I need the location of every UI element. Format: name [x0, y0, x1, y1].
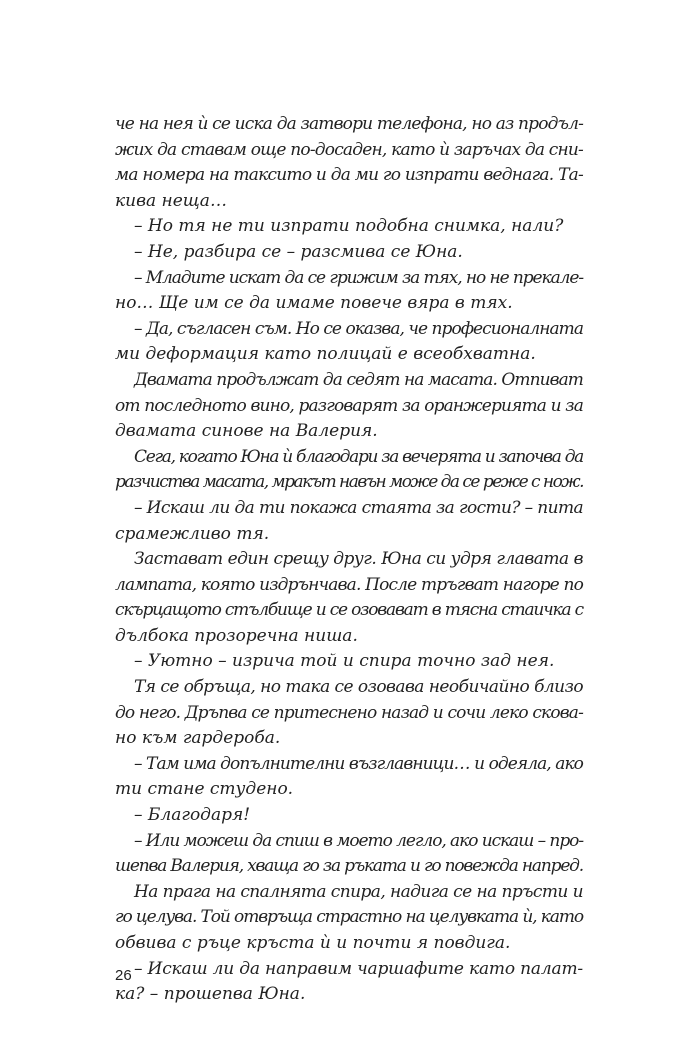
text-line: – Младите искат да се грижим за тях, но не прекале- [134, 267, 584, 288]
text-line: Тя се обръща, но така се озовава необичайно близо [134, 677, 584, 698]
text-line: го целува. Той отвръща страстно на целувката ѝ, като [115, 907, 583, 928]
text-line: но към гардероба. [115, 728, 281, 749]
text-line: дълбока прозоречна ниша. [115, 625, 358, 646]
text-line: На прага на спалнята спира, надига се на пръсти и [134, 881, 584, 902]
text-line: ми деформация като полицай е всеобхватна. [115, 344, 536, 365]
text-line: двамата синове на Валерия. [115, 421, 378, 442]
text-line: – Искаш ли да направим чаршафите като палат- [134, 958, 583, 979]
text-line: Сега, когато Юна ѝ благодари за вечерята и започва да [134, 446, 583, 467]
page-number: 26 [115, 967, 132, 984]
text-line: – Но тя не ти изпрати подобна снимка, нали? [134, 216, 564, 237]
text-line: кива неща… [115, 190, 227, 211]
text-line: – Благодаря! [134, 805, 251, 826]
text-line: обвива с ръце кръста ѝ и почти я повдига. [115, 933, 511, 953]
text-line: – Уютно – изрича той и спира точно зад нея. [134, 651, 555, 672]
text-line: Двамата продължат да седят на масата. Отпиват [134, 369, 583, 390]
text-line: но… Ще им се да имаме повече вяра в тях. [115, 293, 513, 314]
text-line: ти стане студено. [115, 779, 294, 800]
text-line: – Искаш ли да ти покажа стаята за гости? – пита [134, 497, 583, 518]
text-line: – Или можеш да спиш в моето легло, ако искаш – про- [134, 830, 584, 851]
text-line: – Там има допълнителни възглавници… и одеяла, ако [134, 753, 583, 774]
body-text [115, 112, 583, 1008]
text-line: – Да, съгласен съм. Но се оказва, че професионалната [134, 318, 583, 339]
text-line: ка? – прошепва Юна. [115, 984, 306, 1005]
text-line: срамежливо тя. [115, 523, 270, 544]
text-line: до него. Дръпва се притеснено назад и сочи леко скова- [115, 702, 583, 723]
text-line: жих да ставам още по-досаден, като ѝ заръчах да сни- [115, 139, 583, 160]
text-line: скърцащото стълбище и се озовават в тясна стаичка с [115, 600, 584, 621]
text-line: ма номера на таксито и да ми го изпрати веднага. Та- [115, 165, 584, 186]
text-line: разчиства масата, мракът навън може да се реже с нож. [115, 472, 584, 493]
text-line: лампата, която издрънчава. После тръгват нагоре по [115, 574, 583, 595]
text-line: че на нея ѝ се иска да затвори телефона, но аз продъл- [115, 114, 583, 134]
text-line: – Не, разбира се – разсмива се Юна. [134, 241, 463, 262]
text-line: Застават един срещу друг. Юна си удря главата в [134, 549, 584, 570]
text-line: шепва Валерия, хваща го за ръката и го повежда напред. [115, 856, 583, 877]
text-line: от последното вино, разговарят за оранжерията и за [115, 395, 584, 416]
